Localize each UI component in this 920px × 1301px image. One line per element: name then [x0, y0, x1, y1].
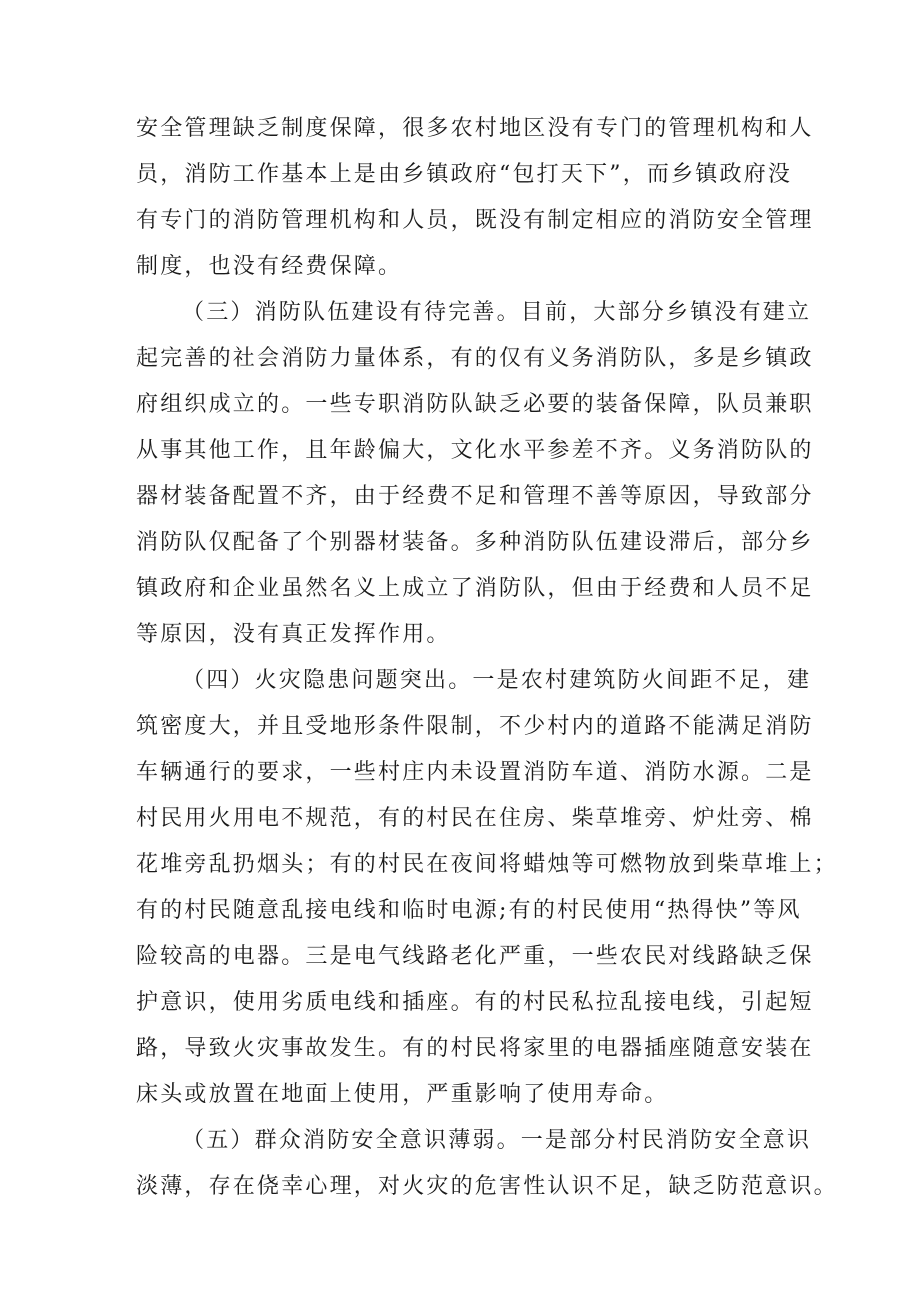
text-line: 器材装备配置不齐，由于经费不足和管理不善等原因，导致部分: [136, 484, 814, 509]
text-line: 有专门的消防管理机构和人员，既没有制定相应的消防安全管理: [136, 208, 814, 233]
text-line: 床头或放置在地面上使用，严重影响了使用寿命。: [136, 1082, 669, 1107]
text-line: 村民用火用电不规范，有的村民在住房、柴草堆旁、炉灶旁、棉: [136, 806, 814, 831]
text-line: 路，导致火灾事故发生。有的村民将家里的电器插座随意安装在: [136, 1036, 814, 1061]
text-line: 府组织成立的。一些专职消防队缺乏必要的装备保障，队员兼职: [136, 392, 814, 417]
text-line: 消防队仅配备了个别器材装备。多种消防队伍建设滞后，部分乡: [136, 530, 814, 555]
text-line: 有的村民随意乱接电线和临时电源;有的村民使用“热得快”等风: [136, 898, 802, 923]
text-line: 制度，也没有经费保障。: [136, 254, 403, 279]
paragraph-section-5: [136, 1118, 838, 1210]
text-line: 等原因，没有真正发挥作用。: [136, 622, 451, 647]
text-line: （三）消防队伍建设有待完善。目前，大部分乡镇没有建立: [182, 300, 812, 325]
text-line: 从事其他工作，且年龄偏大，文化水平参差不齐。义务消防队的: [136, 438, 814, 463]
paragraph-section-4: [136, 658, 838, 1118]
text-line: （五）群众消防安全意识薄弱。一是部分村民消防安全意识: [182, 1128, 812, 1153]
text-line: 安全管理缺乏制度保障，很多农村地区没有专门的管理机构和人: [136, 116, 814, 141]
text-line: 淡薄，存在侥幸心理，对火灾的危害性认识不足，缺乏防范意识。: [136, 1174, 838, 1199]
text-line: 员，消防工作基本上是由乡镇政府“包打天下”，而乡镇政府没: [136, 162, 793, 187]
text-line: 起完善的社会消防力量体系，有的仅有义务消防队，多是乡镇政: [136, 346, 814, 371]
text-line: 护意识，使用劣质电线和插座。有的村民私拉乱接电线，引起短: [136, 990, 814, 1015]
document-body: [136, 106, 838, 1210]
paragraph-continued: [136, 106, 814, 290]
text-line: 车辆通行的要求，一些村庄内未设置消防车道、消防水源。二是: [136, 760, 814, 785]
text-line: 筑密度大，并且受地形条件限制，不少村内的道路不能满足消防: [136, 714, 814, 739]
text-line: 镇政府和企业虽然名义上成立了消防队，但由于经费和人员不足: [136, 576, 814, 601]
text-line: 花堆旁乱扔烟头；有的村民在夜间将蜡烛等可燃物放到柴草堆上；: [136, 852, 838, 877]
paragraph-section-3: [136, 290, 814, 658]
text-line: 险较高的电器。三是电气线路老化严重，一些农民对线路缺乏保: [136, 944, 814, 969]
text-line: （四）火灾隐患问题突出。一是农村建筑防火间距不足，建: [182, 668, 812, 693]
